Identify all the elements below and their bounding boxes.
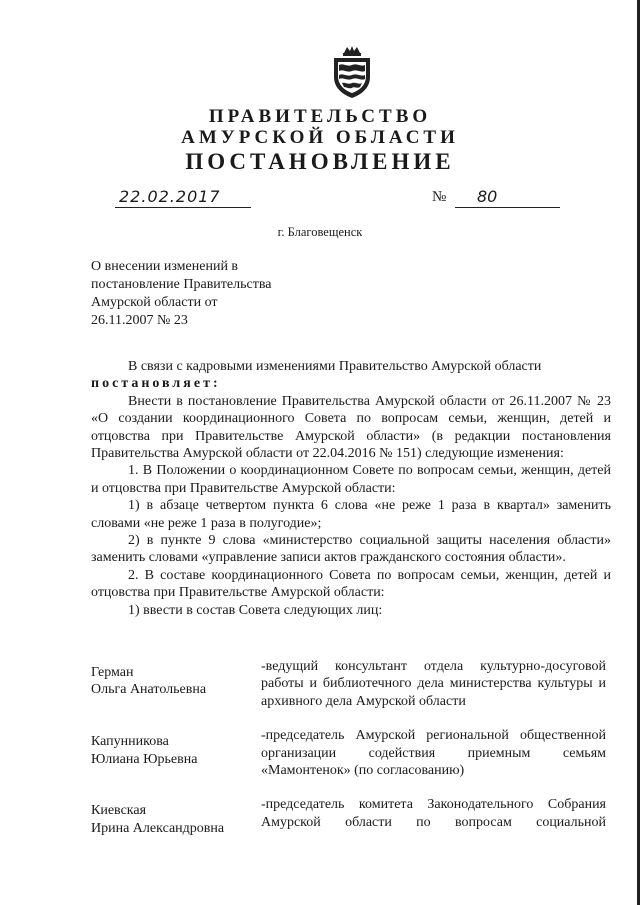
add-members-paragraph: 1) ввести в состав Совета следующих лиц: — [128, 602, 383, 618]
council-composition-paragraph: 2. В составе координационного Совета по вопросам семьи, женщин, детей и отцовства при Правительстве Амурской области: — [91, 567, 611, 601]
member-row — [91, 727, 611, 779]
member-surname: Герман — [91, 665, 134, 680]
handwritten-number: 80 — [455, 187, 560, 208]
council-members-list — [91, 658, 611, 854]
member-given-names: Ольга Анатольевна — [91, 682, 207, 698]
regulation-paragraph: 1. В Положении о координационном Совете по вопросам семьи, женщин, детей и отцовства при Правительстве Амурской области: — [91, 463, 611, 496]
member-position: -председатель Амурской региональной общественной организации содействия приемным семьям «Мамонтенок» (по согласованию) — [261, 728, 606, 779]
coat-of-arms-emblem — [330, 45, 374, 99]
member-name — [91, 796, 261, 837]
document-type-title: ПОСТАНОВЛЕНИЕ — [185, 149, 455, 174]
member-position: -ведущий консультант отдела культурно-досуговой работы и библиотечного дела министерства культуры и архивного дела Амурской области — [261, 659, 606, 709]
change-item-1: 1) в абзаце четвертом пункта 6 слова «не реже 1 раза в квартал» заменить словами «не реже 1 раза в полугодие»; — [91, 498, 611, 531]
subject-block — [91, 258, 321, 330]
amendment-paragraph: Внести в постановление Правительства Амурской области от 26.11.2007 № 23 «О создании координационного Совета по вопросам семьи, женщин, детей и отцовства при Правительстве Амурской области» (в редакции постановления Правительства Амурской области от 22.04.2016 № 151) следующие изменения: — [91, 393, 611, 462]
subject-line: 26.11.2007 № 23 — [91, 313, 188, 328]
number-sign: № — [432, 189, 447, 205]
city-line: г. Благовещенск — [277, 225, 363, 239]
member-name — [91, 658, 261, 710]
intro-paragraph: В связи с кадровыми изменениями Правительство Амурской области — [128, 359, 542, 374]
subject-line: постановление Правительства — [91, 277, 272, 292]
member-position: -председатель комитета Законодательного Собрания Амурской области по вопросам социальной — [261, 797, 606, 830]
subject-line: О внесении изменений в — [91, 259, 239, 274]
government-title-line2: АМУРСКОЙ ОБЛАСТИ — [181, 127, 459, 148]
member-row — [91, 658, 611, 710]
government-title-line1: ПРАВИТЕЛЬСТВО — [208, 106, 432, 127]
document-body — [91, 358, 611, 619]
change-item-2: 2) в пункте 9 слова «министерство социальной защиты населения области» заменить словами «управление записи актов гражданского состояния области». — [91, 533, 611, 566]
member-surname: Киевская — [91, 803, 147, 819]
member-given-names: Юлиана Юрьевна — [91, 751, 198, 767]
member-name — [91, 727, 261, 779]
member-row — [91, 796, 611, 837]
resolves-keyword: постановляет: — [91, 376, 221, 392]
member-given-names: Ирина Александровна — [91, 820, 225, 836]
subject-line: Амурской области от — [91, 295, 218, 310]
member-surname: Капунникова — [91, 734, 169, 750]
handwritten-date: 22.02.2017 — [115, 187, 251, 208]
